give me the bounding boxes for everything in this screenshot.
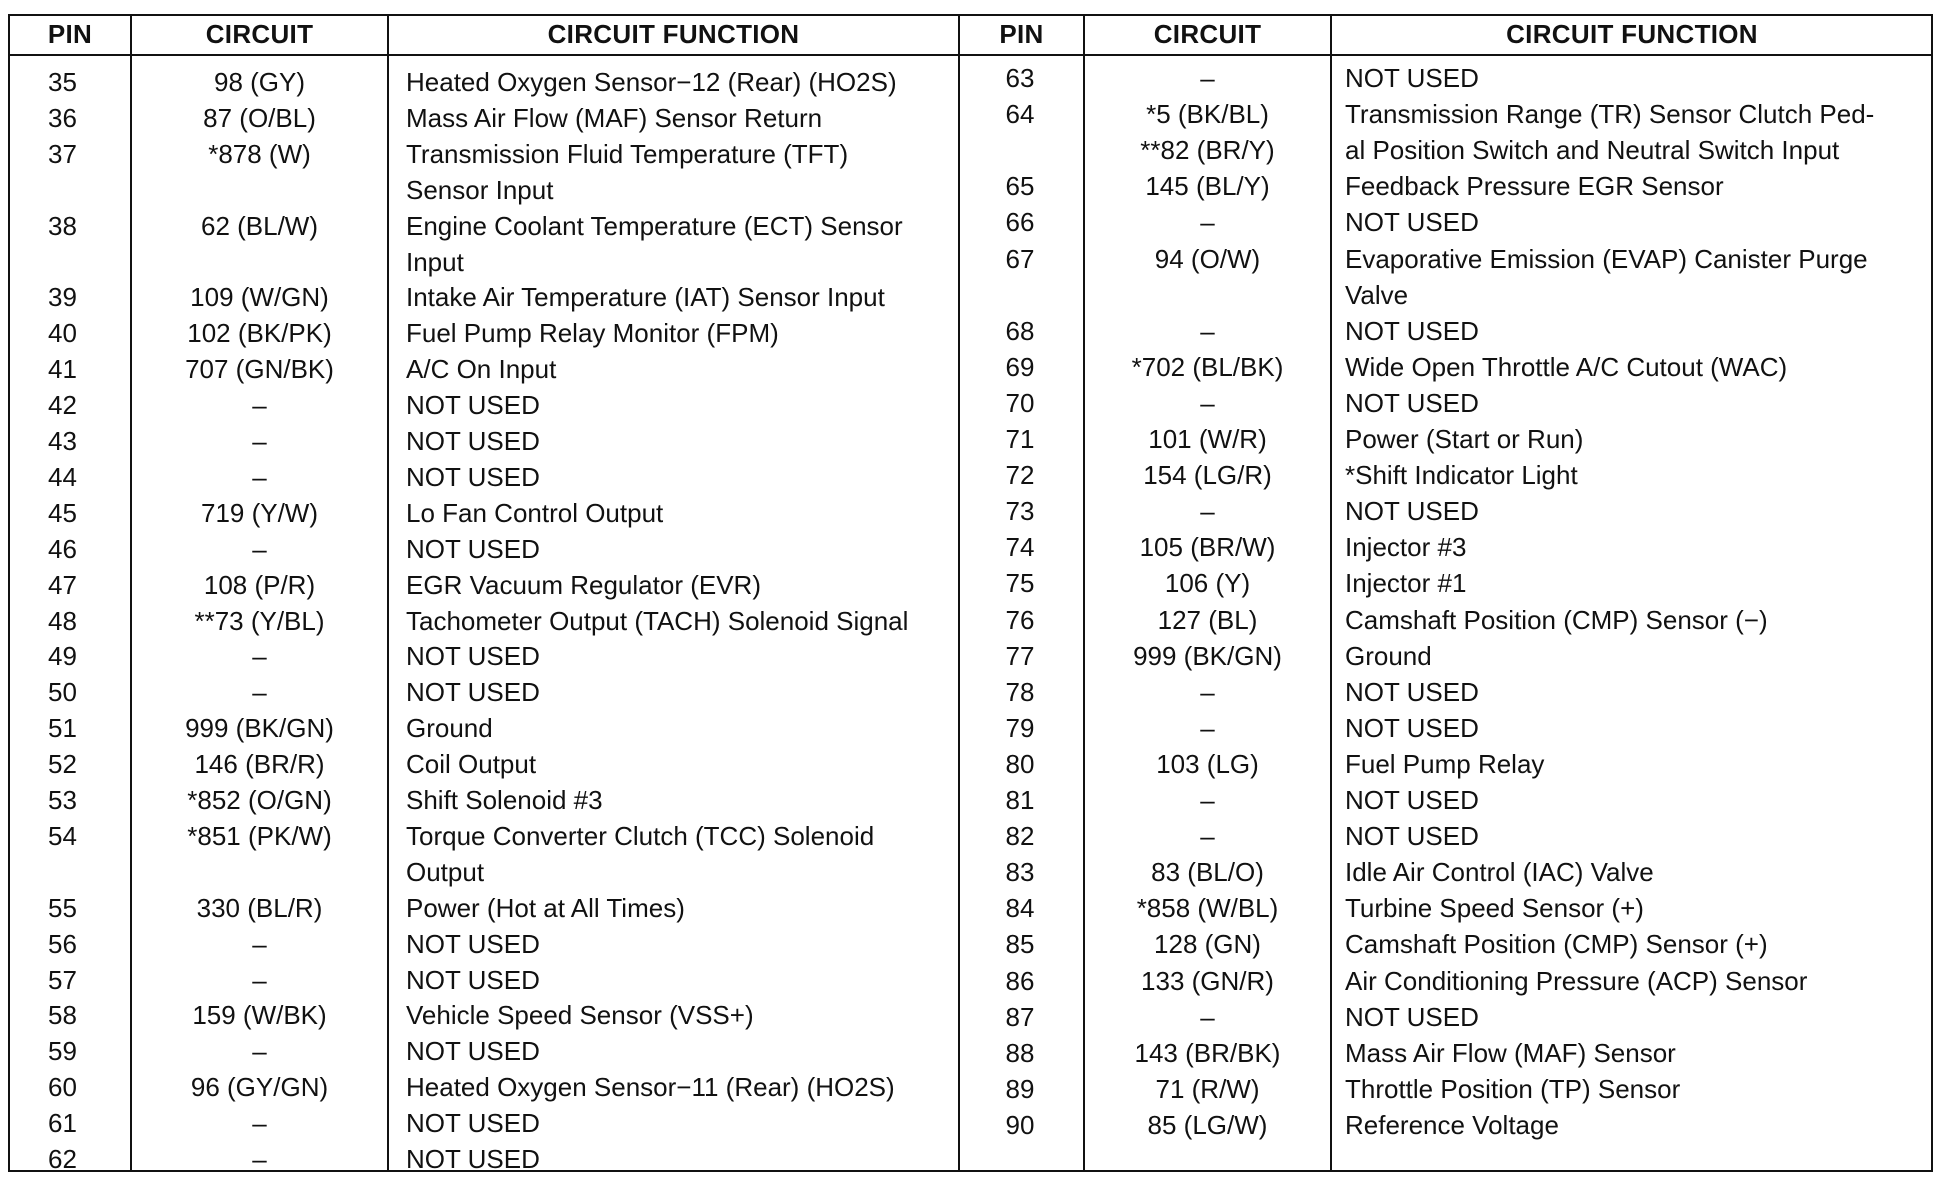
pin-cell: 56 bbox=[48, 928, 77, 959]
circuit-cell: 146 (BR/R) bbox=[194, 749, 325, 780]
pin-cell: 69 bbox=[1005, 351, 1035, 382]
table-row bbox=[960, 999, 1932, 1035]
pin-cell: 48 bbox=[48, 605, 77, 636]
table-row bbox=[960, 890, 1932, 926]
pin-cell: 77 bbox=[1005, 640, 1035, 671]
right-row-list bbox=[960, 60, 1932, 1164]
table-row bbox=[960, 926, 1932, 962]
circuit-cell: 102 (BK/PK) bbox=[187, 318, 332, 349]
function-cell: NOT USED bbox=[1345, 676, 1479, 707]
function-cell: *Shift Indicator Light bbox=[1345, 460, 1578, 491]
table-row bbox=[10, 351, 958, 387]
table-row bbox=[10, 567, 958, 603]
circuit-cell: – bbox=[1200, 496, 1215, 527]
function-cell: NOT USED bbox=[406, 390, 540, 421]
function-cell: NOT USED bbox=[406, 677, 540, 708]
table-row bbox=[10, 1069, 958, 1105]
table-row bbox=[10, 854, 958, 890]
circuit-cell: 94 (O/W) bbox=[1154, 243, 1261, 274]
function-cell: Heated Oxygen Sensor−11 (Rear) (HO2S) bbox=[406, 1072, 895, 1103]
pin-cell: 79 bbox=[1005, 712, 1035, 743]
function-cell: Feedback Pressure EGR Sensor bbox=[1345, 171, 1724, 202]
pin-cell: 50 bbox=[48, 677, 77, 708]
table-row bbox=[960, 132, 1932, 168]
table-row bbox=[960, 854, 1932, 890]
function-cell: Torque Converter Clutch (TCC) Solenoid bbox=[406, 820, 875, 851]
circuit-cell: *878 (W) bbox=[208, 138, 311, 169]
circuit-cell: – bbox=[252, 1108, 267, 1139]
function-cell: Transmission Range (TR) Sensor Clutch Ped- bbox=[1345, 99, 1875, 130]
pin-cell: 53 bbox=[48, 785, 77, 815]
pin-cell: 85 bbox=[1005, 929, 1035, 960]
pin-cell: 41 bbox=[48, 354, 77, 385]
circuit-cell: 87 (O/BL) bbox=[203, 102, 316, 133]
table-row bbox=[10, 495, 958, 531]
table-row bbox=[10, 997, 958, 1033]
table-row bbox=[10, 136, 958, 172]
pin-cell: 60 bbox=[48, 1072, 77, 1103]
pin-cell: 61 bbox=[48, 1108, 77, 1139]
circuit-cell: – bbox=[1200, 315, 1215, 346]
circuit-cell: – bbox=[252, 1144, 267, 1174]
circuit-cell: 98 (GY) bbox=[213, 67, 306, 97]
table-row bbox=[10, 100, 958, 136]
function-cell: Sensor Input bbox=[406, 174, 554, 205]
circuit-cell bbox=[132, 172, 387, 208]
function-cell: NOT USED bbox=[1345, 387, 1479, 418]
pin-cell: 42 bbox=[48, 390, 77, 421]
table-row bbox=[10, 638, 958, 674]
function-cell: Ground bbox=[1345, 640, 1432, 671]
pin-cell: 49 bbox=[48, 641, 77, 672]
table-row bbox=[10, 782, 958, 818]
table-row bbox=[960, 963, 1932, 999]
table-row bbox=[960, 818, 1932, 854]
circuit-cell: 143 (BR/BK) bbox=[1134, 1037, 1281, 1068]
table-row bbox=[10, 279, 958, 315]
function-cell: NOT USED bbox=[406, 641, 540, 672]
pin-cell: 73 bbox=[1005, 496, 1035, 527]
function-cell: Ground bbox=[406, 713, 493, 744]
pin-cell: 74 bbox=[1005, 532, 1035, 563]
pin-cell: 54 bbox=[48, 820, 77, 851]
pin-cell: 87 bbox=[1005, 1001, 1035, 1032]
function-cell: Output bbox=[406, 856, 485, 887]
circuit-cell: 83 (BL/O) bbox=[1151, 857, 1264, 888]
function-cell: Transmission Fluid Temperature (TFT) bbox=[406, 138, 849, 169]
table-row bbox=[960, 710, 1932, 746]
pin-cell: 66 bbox=[1005, 207, 1035, 238]
circuit-cell: – bbox=[252, 641, 267, 672]
table-row bbox=[10, 1141, 958, 1177]
pin-cell bbox=[10, 854, 115, 890]
table-row bbox=[10, 459, 958, 495]
table-row bbox=[960, 1071, 1932, 1107]
table-row bbox=[10, 710, 958, 746]
circuit-cell: – bbox=[252, 461, 267, 492]
circuit-cell: 108 (P/R) bbox=[203, 569, 316, 600]
function-cell: NOT USED bbox=[406, 533, 540, 564]
table-row bbox=[960, 385, 1932, 421]
function-cell: NOT USED bbox=[1345, 785, 1479, 815]
table-row bbox=[960, 1107, 1932, 1143]
circuit-cell: 101 (W/R) bbox=[1148, 424, 1267, 454]
circuit-cell: **82 (BR/Y) bbox=[1140, 135, 1275, 166]
function-cell: Fuel Pump Relay Monitor (FPM) bbox=[406, 318, 779, 349]
circuit-cell: – bbox=[1200, 207, 1215, 238]
circuit-cell: *702 (BL/BK) bbox=[1131, 351, 1284, 382]
pin-cell: 63 bbox=[1005, 63, 1035, 93]
circuit-cell: 330 (BL/R) bbox=[196, 892, 323, 923]
pin-cell: 64 bbox=[1005, 99, 1035, 130]
circuit-cell: – bbox=[1200, 821, 1215, 852]
pin-cell: 67 bbox=[1005, 243, 1035, 274]
function-cell: Mass Air Flow (MAF) Sensor bbox=[1345, 1037, 1676, 1068]
table-row bbox=[10, 64, 958, 100]
function-cell: NOT USED bbox=[1345, 63, 1479, 93]
circuit-cell: – bbox=[252, 1036, 267, 1067]
circuit-cell: *852 (O/GN) bbox=[187, 785, 332, 815]
function-cell: NOT USED bbox=[1345, 207, 1479, 238]
table-row bbox=[10, 387, 958, 423]
function-cell: Injector #3 bbox=[1345, 532, 1467, 563]
pin-cell: 84 bbox=[1005, 893, 1035, 924]
pin-cell: 35 bbox=[48, 67, 77, 97]
function-cell: EGR Vacuum Regulator (EVR) bbox=[406, 569, 761, 600]
pin-cell: 55 bbox=[48, 892, 77, 923]
function-cell: NOT USED bbox=[406, 1144, 540, 1174]
pin-cell: 39 bbox=[48, 282, 77, 313]
function-cell: Fuel Pump Relay bbox=[1345, 748, 1545, 779]
function-cell: NOT USED bbox=[406, 426, 540, 456]
table-row bbox=[10, 890, 958, 926]
pin-cell: 38 bbox=[48, 210, 77, 241]
circuit-cell: *858 (W/BL) bbox=[1136, 893, 1279, 924]
function-cell: Throttle Position (TP) Sensor bbox=[1345, 1073, 1681, 1104]
pin-cell: 72 bbox=[1005, 460, 1035, 491]
circuit-cell: – bbox=[252, 677, 267, 708]
circuit-cell: – bbox=[1200, 676, 1215, 707]
function-cell: Intake Air Temperature (IAT) Sensor Input bbox=[406, 282, 885, 313]
circuit-cell: 154 (LG/R) bbox=[1143, 460, 1272, 491]
circuit-cell: – bbox=[1200, 387, 1215, 418]
circuit-cell: – bbox=[252, 390, 267, 421]
table-row bbox=[960, 674, 1932, 710]
function-cell: Lo Fan Control Output bbox=[406, 497, 664, 528]
circuit-cell: 71 (R/W) bbox=[1155, 1073, 1260, 1104]
function-cell: Camshaft Position (CMP) Sensor (−) bbox=[1345, 604, 1768, 635]
pin-cell: 52 bbox=[48, 749, 77, 780]
pin-cell: 86 bbox=[1005, 965, 1035, 996]
function-cell: NOT USED bbox=[1345, 315, 1479, 346]
table-row bbox=[960, 313, 1932, 349]
header-pin-left: PIN bbox=[47, 18, 93, 49]
pin-cell: 44 bbox=[48, 461, 77, 492]
pin-cell: 90 bbox=[1005, 1109, 1035, 1140]
pin-cell: 80 bbox=[1005, 748, 1035, 779]
table-row bbox=[960, 457, 1932, 493]
function-cell: Heated Oxygen Sensor−12 (Rear) (HO2S) bbox=[406, 67, 897, 97]
circuit-cell bbox=[1085, 277, 1330, 313]
table-row bbox=[10, 423, 958, 459]
function-cell: NOT USED bbox=[406, 1108, 540, 1139]
pin-cell: 46 bbox=[48, 533, 77, 564]
table-row bbox=[10, 1033, 958, 1069]
header-pin-right: PIN bbox=[999, 18, 1044, 49]
circuit-cell: – bbox=[252, 964, 267, 995]
function-cell: Vehicle Speed Sensor (VSS+) bbox=[406, 1000, 754, 1031]
table-row bbox=[10, 208, 958, 244]
circuit-cell: **73 (Y/BL) bbox=[194, 605, 325, 636]
circuit-cell: 105 (BR/W) bbox=[1139, 532, 1276, 563]
function-cell: Camshaft Position (CMP) Sensor (+) bbox=[1345, 929, 1768, 960]
circuit-cell: 62 (BL/W) bbox=[200, 210, 319, 241]
function-cell: Shift Solenoid #3 bbox=[406, 785, 603, 815]
circuit-cell: 999 (BK/GN) bbox=[185, 713, 334, 744]
pin-cell: 82 bbox=[1005, 821, 1035, 852]
table-row bbox=[10, 172, 958, 208]
function-cell: Wide Open Throttle A/C Cutout (WAC) bbox=[1345, 351, 1788, 382]
pin-cell: 68 bbox=[1005, 315, 1035, 346]
circuit-cell: *851 (PK/W) bbox=[187, 820, 332, 851]
table-row bbox=[960, 204, 1932, 240]
function-cell: NOT USED bbox=[406, 928, 540, 959]
function-cell: Input bbox=[406, 246, 464, 277]
table-row bbox=[960, 60, 1932, 96]
circuit-cell bbox=[132, 244, 387, 280]
circuit-cell: 109 (W/GN) bbox=[190, 282, 329, 313]
pin-cell: 81 bbox=[1005, 785, 1035, 815]
table-row bbox=[10, 603, 958, 639]
circuit-cell: – bbox=[1200, 63, 1215, 93]
pin-cell: 62 bbox=[48, 1144, 77, 1174]
circuit-cell: – bbox=[1200, 785, 1215, 815]
header-circuit-right: CIRCUIT bbox=[1153, 18, 1262, 49]
table-row bbox=[960, 96, 1932, 132]
function-cell: Idle Air Control (IAC) Valve bbox=[1345, 857, 1654, 888]
table-row bbox=[10, 244, 958, 280]
pin-cell: 58 bbox=[48, 1000, 77, 1031]
function-cell: Evaporative Emission (EVAP) Canister Purge bbox=[1345, 243, 1868, 274]
function-cell: Injector #1 bbox=[1345, 568, 1467, 599]
circuit-cell: – bbox=[252, 533, 267, 564]
left-row-list bbox=[10, 64, 958, 1174]
table-row bbox=[10, 746, 958, 782]
function-cell: Power (Start or Run) bbox=[1345, 424, 1584, 454]
table-row bbox=[960, 529, 1932, 565]
function-cell: NOT USED bbox=[1345, 1001, 1479, 1032]
table-row bbox=[10, 531, 958, 567]
pin-cell: 65 bbox=[1005, 171, 1035, 202]
function-cell: NOT USED bbox=[1345, 712, 1479, 743]
table-row bbox=[960, 421, 1932, 457]
circuit-cell: 127 (BL) bbox=[1157, 604, 1258, 635]
circuit-cell: – bbox=[1200, 712, 1215, 743]
pin-cell: 47 bbox=[48, 569, 77, 600]
pin-cell: 83 bbox=[1005, 857, 1035, 888]
table-row bbox=[10, 315, 958, 351]
function-cell: NOT USED bbox=[1345, 821, 1479, 852]
header-function-right: CIRCUIT FUNCTION bbox=[1506, 18, 1758, 49]
table-row bbox=[10, 962, 958, 998]
function-cell: Mass Air Flow (MAF) Sensor Return bbox=[406, 102, 823, 133]
function-cell: NOT USED bbox=[406, 964, 540, 995]
table-row bbox=[960, 638, 1932, 674]
table-row bbox=[960, 782, 1932, 818]
function-cell: NOT USED bbox=[406, 1036, 540, 1067]
pin-cell bbox=[960, 132, 1080, 168]
pin-cell: 45 bbox=[48, 497, 77, 528]
pin-cell: 71 bbox=[1005, 424, 1035, 454]
circuit-cell: 103 (LG) bbox=[1156, 748, 1259, 779]
function-cell: Tachometer Output (TACH) Solenoid Signal bbox=[406, 605, 909, 636]
pin-cell: 57 bbox=[48, 964, 77, 995]
pin-cell: 51 bbox=[48, 713, 77, 744]
circuit-cell: 145 (BL/Y) bbox=[1145, 171, 1270, 202]
circuit-cell: 128 (GN) bbox=[1154, 929, 1261, 960]
circuit-cell: – bbox=[1200, 1001, 1215, 1032]
pin-cell bbox=[960, 277, 1080, 313]
function-cell: al Position Switch and Neutral Switch Input bbox=[1345, 135, 1840, 166]
pin-cell: 88 bbox=[1005, 1037, 1035, 1068]
circuit-cell: 133 (GN/R) bbox=[1141, 965, 1274, 996]
circuit-cell: – bbox=[252, 928, 267, 959]
table-row bbox=[960, 241, 1932, 277]
table-row bbox=[960, 565, 1932, 601]
function-cell: Coil Output bbox=[406, 749, 537, 780]
pin-cell: 43 bbox=[48, 426, 77, 456]
pin-cell: 75 bbox=[1005, 568, 1035, 599]
function-cell: Valve bbox=[1345, 279, 1409, 310]
table-row bbox=[960, 493, 1932, 529]
function-cell: Reference Voltage bbox=[1345, 1109, 1559, 1140]
pin-cell: 40 bbox=[48, 318, 77, 349]
circuit-cell: 999 (BK/GN) bbox=[1133, 640, 1282, 671]
pin-cell: 78 bbox=[1005, 676, 1035, 707]
circuit-cell: 85 (LG/W) bbox=[1147, 1109, 1268, 1140]
table-row bbox=[960, 277, 1932, 313]
table-row bbox=[960, 349, 1932, 385]
circuit-cell: 707 (GN/BK) bbox=[185, 354, 334, 385]
header-function-left: CIRCUIT FUNCTION bbox=[547, 18, 800, 49]
header-divider bbox=[8, 54, 1933, 56]
circuit-cell: 159 (W/BK) bbox=[192, 1000, 327, 1031]
function-cell: NOT USED bbox=[406, 461, 540, 492]
table-row bbox=[10, 1105, 958, 1141]
pin-cell: 36 bbox=[48, 102, 77, 133]
circuit-cell: 96 (GY/GN) bbox=[190, 1072, 329, 1103]
function-cell: Turbine Speed Sensor (+) bbox=[1345, 893, 1644, 924]
table-row bbox=[10, 818, 958, 854]
pin-cell: 70 bbox=[1005, 387, 1035, 418]
circuit-cell: *5 (BK/BL) bbox=[1146, 99, 1269, 130]
pin-cell: 37 bbox=[48, 138, 77, 169]
function-cell: Air Conditioning Pressure (ACP) Sensor bbox=[1345, 965, 1808, 996]
table-row bbox=[960, 1035, 1932, 1071]
circuit-cell bbox=[132, 854, 387, 890]
circuit-cell: 719 (Y/W) bbox=[200, 497, 319, 528]
table-row bbox=[960, 746, 1932, 782]
pin-cell bbox=[10, 244, 115, 280]
circuit-cell: – bbox=[252, 426, 267, 456]
table-row bbox=[960, 602, 1932, 638]
table-row bbox=[10, 926, 958, 962]
function-cell: Engine Coolant Temperature (ECT) Sensor bbox=[406, 210, 903, 241]
circuit-cell: 106 (Y) bbox=[1164, 568, 1251, 599]
pin-cell bbox=[10, 172, 115, 208]
function-cell: Power (Hot at All Times) bbox=[406, 892, 685, 923]
pin-cell: 89 bbox=[1005, 1073, 1035, 1104]
function-cell: A/C On Input bbox=[406, 354, 557, 385]
header-circuit-left: CIRCUIT bbox=[205, 18, 314, 49]
function-cell: NOT USED bbox=[1345, 496, 1479, 527]
pin-cell: 59 bbox=[48, 1036, 77, 1067]
pin-cell: 76 bbox=[1005, 604, 1035, 635]
table-row bbox=[10, 674, 958, 710]
table-row bbox=[960, 168, 1932, 204]
